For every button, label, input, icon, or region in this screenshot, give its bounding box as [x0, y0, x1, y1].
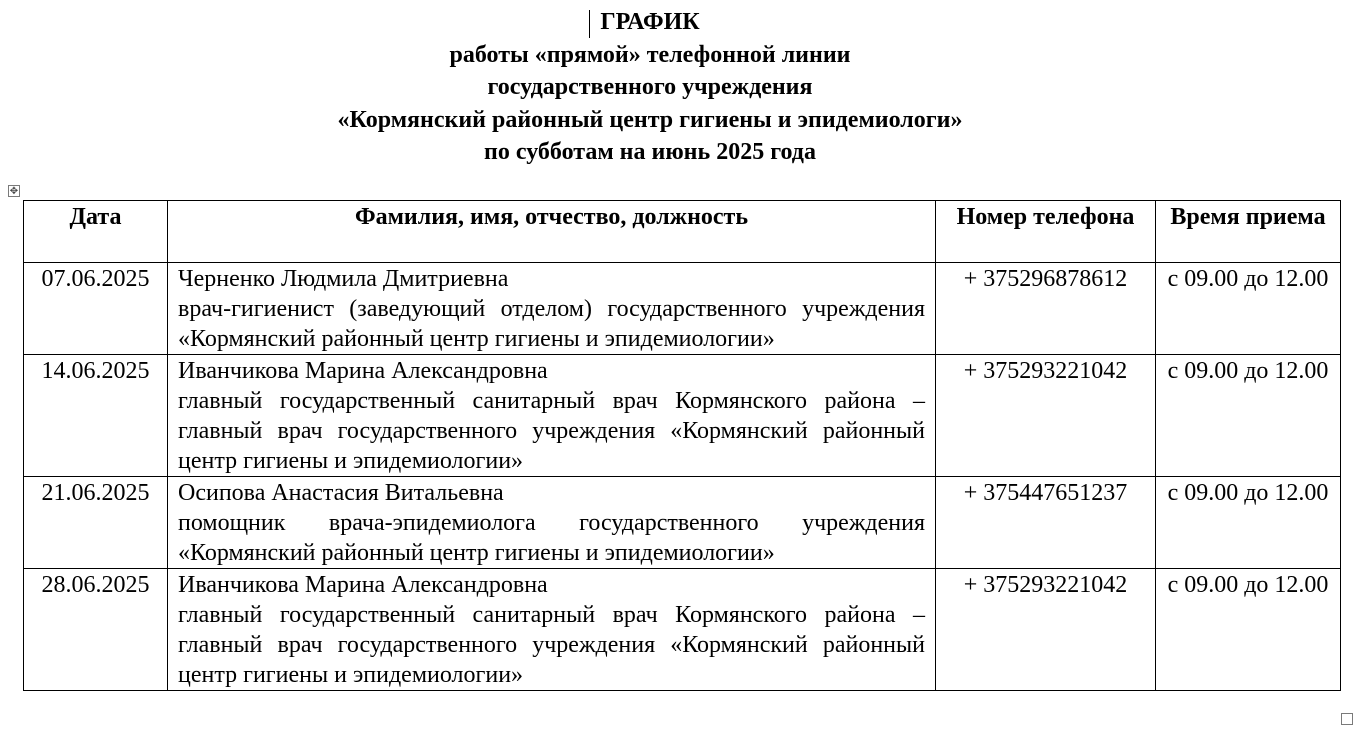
cell-person[interactable]: [168, 355, 936, 477]
cell-time[interactable]: с 09.00 до 12.00: [1156, 569, 1341, 691]
text-cursor: [589, 10, 590, 38]
title-line-4: «Кормянский районный центр гигиены и эпидемиологи»: [337, 106, 963, 133]
person-position: помощник врача-эпидемиолога государственного учреждения «Кормянский районный центр гигиены и эпидемиологии»: [178, 510, 925, 566]
cell-person[interactable]: [168, 263, 936, 355]
person-name: Иванчикова Марина Александровна: [178, 358, 548, 384]
cell-person[interactable]: [168, 569, 936, 691]
table-row: [24, 263, 1341, 355]
table-row: [24, 569, 1341, 691]
cell-phone[interactable]: + 375293221042: [936, 355, 1156, 477]
cell-time[interactable]: с 09.00 до 12.00: [1156, 477, 1341, 569]
title-line-5: по субботам на июнь 2025 года: [484, 139, 816, 165]
person-name: Черненко Людмила Дмитриевна: [178, 266, 509, 292]
cell-person[interactable]: [168, 477, 936, 569]
table-row: [24, 477, 1341, 569]
table-header-row: [24, 201, 1341, 263]
schedule-table: [23, 200, 1341, 691]
cell-time[interactable]: с 09.00 до 12.00: [1156, 355, 1341, 477]
person-name: Иванчикова Марина Александровна: [178, 572, 548, 598]
document-title: [0, 6, 1300, 169]
header-date[interactable]: Дата: [24, 201, 168, 263]
table-move-handle-icon[interactable]: ✥: [9, 186, 19, 197]
person-position: главный государственный санитарный врач Кормянского района – главный врач государственного учреждения «Кормянский районный центр гигиены и эпидемиологии»: [178, 388, 925, 474]
cell-date[interactable]: 14.06.2025: [24, 355, 168, 477]
cell-date[interactable]: 28.06.2025: [24, 569, 168, 691]
cell-date[interactable]: 07.06.2025: [24, 263, 168, 355]
title-heading: ГРАФИК: [600, 9, 700, 35]
cell-phone[interactable]: + 375447651237: [936, 477, 1156, 569]
title-line-3: государственного учреждения: [487, 74, 813, 100]
cell-time[interactable]: с 09.00 до 12.00: [1156, 263, 1341, 355]
cell-date[interactable]: 21.06.2025: [24, 477, 168, 569]
person-name: Осипова Анастасия Витальевна: [178, 480, 504, 506]
person-position: главный государственный санитарный врач Кормянского района – главный врач государственного учреждения «Кормянский районный центр гигиены и эпидемиологии»: [178, 602, 925, 688]
header-time[interactable]: Время приема: [1156, 201, 1341, 263]
table-resize-handle-icon[interactable]: [1341, 713, 1353, 725]
header-phone[interactable]: Номер телефона: [936, 201, 1156, 263]
person-position: врач-гигиенист (заведующий отделом) государственного учреждения «Кормянский районный центр гигиены и эпидемиологии»: [178, 296, 925, 352]
table-row: [24, 355, 1341, 477]
cell-phone[interactable]: + 375296878612: [936, 263, 1156, 355]
cell-phone[interactable]: + 375293221042: [936, 569, 1156, 691]
title-line-2: работы «прямой» телефонной линии: [449, 41, 851, 68]
header-name[interactable]: Фамилия, имя, отчество, должность: [168, 201, 936, 263]
